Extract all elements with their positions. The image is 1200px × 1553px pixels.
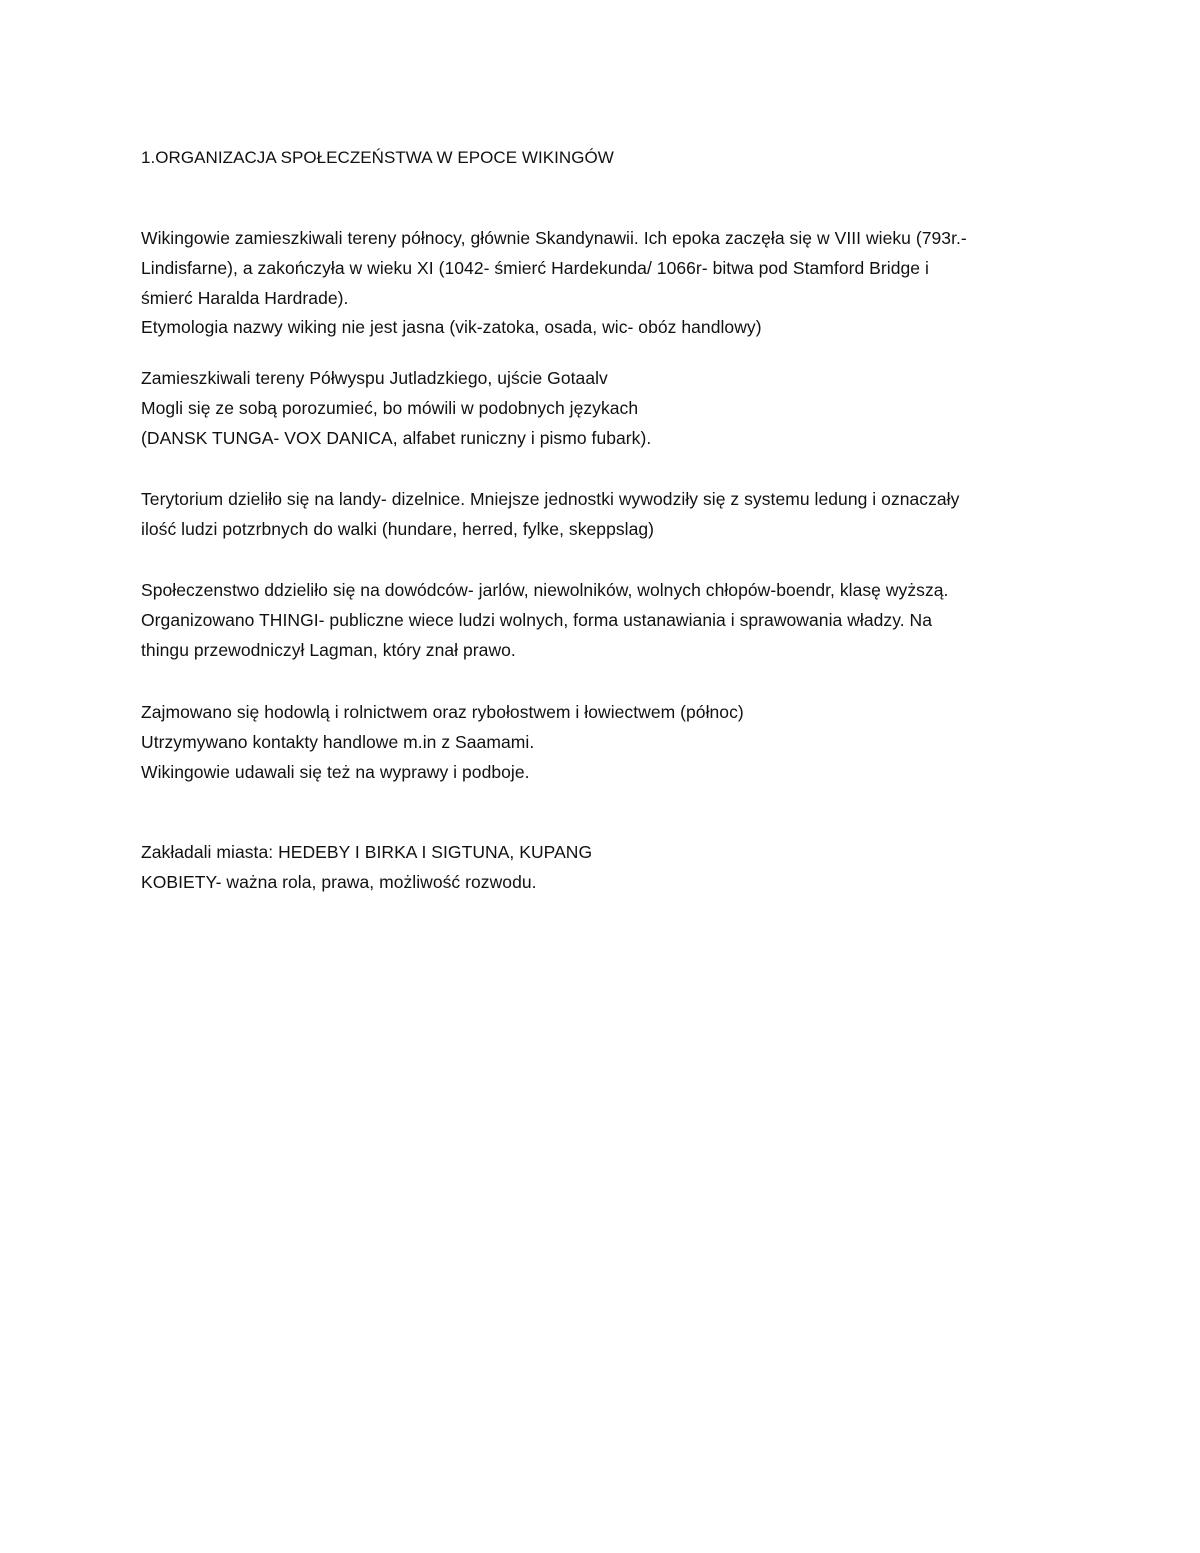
text-line: Lindisfarne), a zakończyła w wieku XI (1042- śmierć Hardekunda/ 1066r- bitwa pod Stamford Bridge i (141, 258, 929, 278)
text-line: Utrzymywano kontakty handlowe m.in z Saamami. (141, 732, 535, 752)
text-line: śmierć Haralda Hardrade). (141, 288, 349, 308)
document-title: 1.ORGANIZACJA SPOŁECZEŃSTWA W EPOCE WIKINGÓW (141, 148, 614, 167)
text-line: Wikingowie udawali się też na wyprawy i podboje. (141, 762, 530, 782)
text-line: ilość ludzi potzrbnych do walki (hundare, herred, fylke, skeppslag) (141, 519, 655, 539)
text-line: Terytorium dzieliło się na landy- dizelnice. Mniejsze jednostki wywodziły się z systemu ledung i oznaczały (141, 489, 960, 509)
text-line: Mogli się ze sobą porozumieć, bo mówili w podobnych językach (141, 398, 639, 418)
text-line: (DANSK TUNGA- VOX DANICA, alfabet runiczny i pismo fubark). (141, 428, 652, 448)
text-line: KOBIETY- ważna rola, prawa, możliwość rozwodu. (141, 872, 537, 892)
text-line: Etymologia nazwy wiking nie jest jasna (vik-zatoka, osada, wic- obóz handlowy) (141, 317, 762, 337)
text-line: Wikingowie zamieszkiwali tereny północy, głównie Skandynawii. Ich epoka zaczęła się w VIII wieku (793r.- (141, 228, 967, 248)
text-line: Zamieszkiwali tereny Półwyspu Jutladzkiego, ujście Gotaalv (141, 368, 608, 388)
text-line: Zakładali miasta: HEDEBY I BIRKA I SIGTUNA, KUPANG (141, 842, 593, 862)
text-line: Społeczenstwo ddzieliło się na dowódców- jarlów, niewolników, wolnych chłopów-boendr, klasę wyższą. (141, 580, 949, 600)
text-line: thingu przewodniczył Lagman, który znał prawo. (141, 640, 516, 660)
text-line: Zajmowano się hodowlą i rolnictwem oraz rybołostwem i łowiectwem (północ) (141, 702, 744, 722)
text-line: Organizowano THINGI- publiczne wiece ludzi wolnych, forma ustanawiania i sprawowania władzy. Na (141, 610, 932, 630)
